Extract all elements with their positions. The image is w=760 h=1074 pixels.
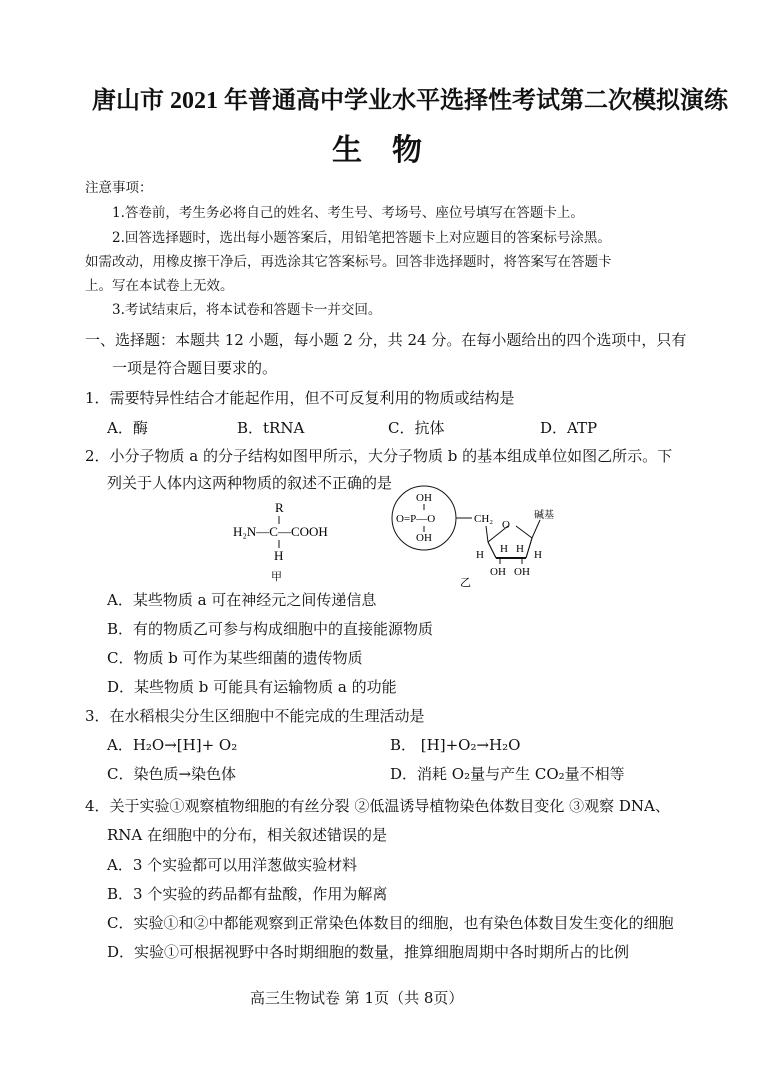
q2-option-c: C．物质 b 可作为某些细菌的遗传物质: [107, 649, 363, 667]
q4-option-b: B．3 个实验的药品都有盐酸，作用为解离: [107, 885, 388, 903]
q3-option-a: A．H₂O→[H]+ O₂: [107, 736, 238, 754]
fig-yi-oh-top: OH: [416, 492, 432, 504]
q2-stem-line-1: 2．小分子物质 a 的分子结构如图甲所示，大分子物质 b 的基本组成单位如图乙所示。下: [85, 447, 673, 465]
figure-yi-nucleotide: [388, 484, 568, 590]
q1-option-d: D．ATP: [540, 419, 598, 437]
fig-yi-ring-o: O: [502, 519, 510, 531]
q4-option-d: D．实验①可根据视野中各时期细胞的数量，推算细胞周期中各时期所占的比例: [107, 943, 630, 961]
fig-yi-h-3: H: [500, 543, 508, 555]
q4-option-a: A．3 个实验都可以用洋葱做实验材料: [107, 856, 358, 874]
exam-title: 唐山市 2021 年普通高中学业水平选择性考试第二次模拟演练: [92, 88, 728, 114]
section-1-instructions-line-2: 一项是符合题目要求的。: [112, 359, 278, 377]
q1-option-b: B．tRNA: [237, 419, 305, 437]
notes-line-3: 3.考试结束后，将本试卷和答题卡一并交回。: [112, 302, 382, 318]
fig-yi-h-4: H: [516, 543, 524, 555]
q3-stem: 3．在水稻根尖分生区细胞中不能完成的生理活动是: [85, 707, 425, 725]
figure-jia-amino-acid: [225, 496, 375, 584]
notes-heading: 注意事项：: [85, 180, 153, 196]
page-footer: 高三生物试卷 第 1页（共 8页）: [250, 989, 464, 1007]
notes-line-2c: 上。写在本试卷上无效。: [85, 278, 234, 294]
q1-option-a: A．酶: [107, 419, 148, 437]
fig-yi-phosphate: O=P—O: [396, 513, 436, 525]
q2-stem-line-2: 列关于人体内这两种物质的叙述不正确的是: [107, 474, 393, 492]
fig-jia-r: R: [275, 500, 284, 515]
section-1-instructions-line-1: 一、选择题：本题共 12 小题，每小题 2 分，共 24 分。在每小题给出的四个选项中，只有: [85, 331, 687, 349]
fig-yi-h-2: H: [534, 549, 542, 561]
notes-line-2b: 如需改动，用橡皮擦干净后，再选涂其它答案标号。回答非选择题时，将答案写在答题卡: [85, 254, 612, 270]
fig-jia-main: H₂N—C—COOH: [233, 524, 328, 539]
notes-line-2a: 2.回答选择题时，选出每小题答案后，用铅笔把答题卡上对应题目的答案标号涂黑。: [112, 230, 611, 246]
q4-stem-line-2: RNA 在细胞中的分布，相关叙述错误的是: [107, 826, 388, 844]
q4-stem-line-1: 4．关于实验①观察植物细胞的有丝分裂 ②低温诱导植物染色体数目变化 ③观察 DNA、: [85, 797, 670, 815]
q2-option-a: A．某些物质 a 可在神经元之间传递信息: [107, 591, 377, 609]
subject-title: 生物: [332, 134, 452, 167]
notes-line-1: 1.答卷前，考生务必将自己的姓名、考生号、考场号、座位号填写在答题卡上。: [112, 205, 584, 221]
fig-jia-h: H: [274, 548, 284, 563]
fig-yi-label: 乙: [460, 577, 471, 589]
fig-yi-oh-bottom: OH: [416, 532, 432, 544]
q3-option-d: D．消耗 O₂量与产生 CO₂量不相等: [390, 765, 625, 783]
fig-yi-oh-2: OH: [514, 566, 530, 578]
q4-option-c: C．实验①和②中都能观察到正常染色体数目的细胞，也有染色体数目发生变化的细胞: [107, 914, 674, 932]
q2-option-b: B．有的物质乙可参与构成细胞中的直接能源物质: [107, 620, 434, 638]
fig-yi-oh-1: OH: [490, 566, 506, 578]
q3-option-c: C．染色质→染色体: [107, 765, 237, 783]
q3-option-b: B． [H]+O₂→H₂O: [390, 736, 521, 754]
q1-option-c: C．抗体: [388, 419, 445, 437]
q1-stem: 1．需要特异性结合才能起作用，但不可反复利用的物质或结构是: [85, 389, 515, 407]
fig-yi-h-1: H: [476, 549, 484, 561]
fig-yi-ch2: CH₂: [474, 513, 494, 525]
fig-yi-base: 碱基: [534, 510, 554, 521]
q2-option-d: D．某些物质 b 可能具有运输物质 a 的功能: [107, 678, 397, 696]
fig-jia-label: 甲: [271, 571, 282, 583]
